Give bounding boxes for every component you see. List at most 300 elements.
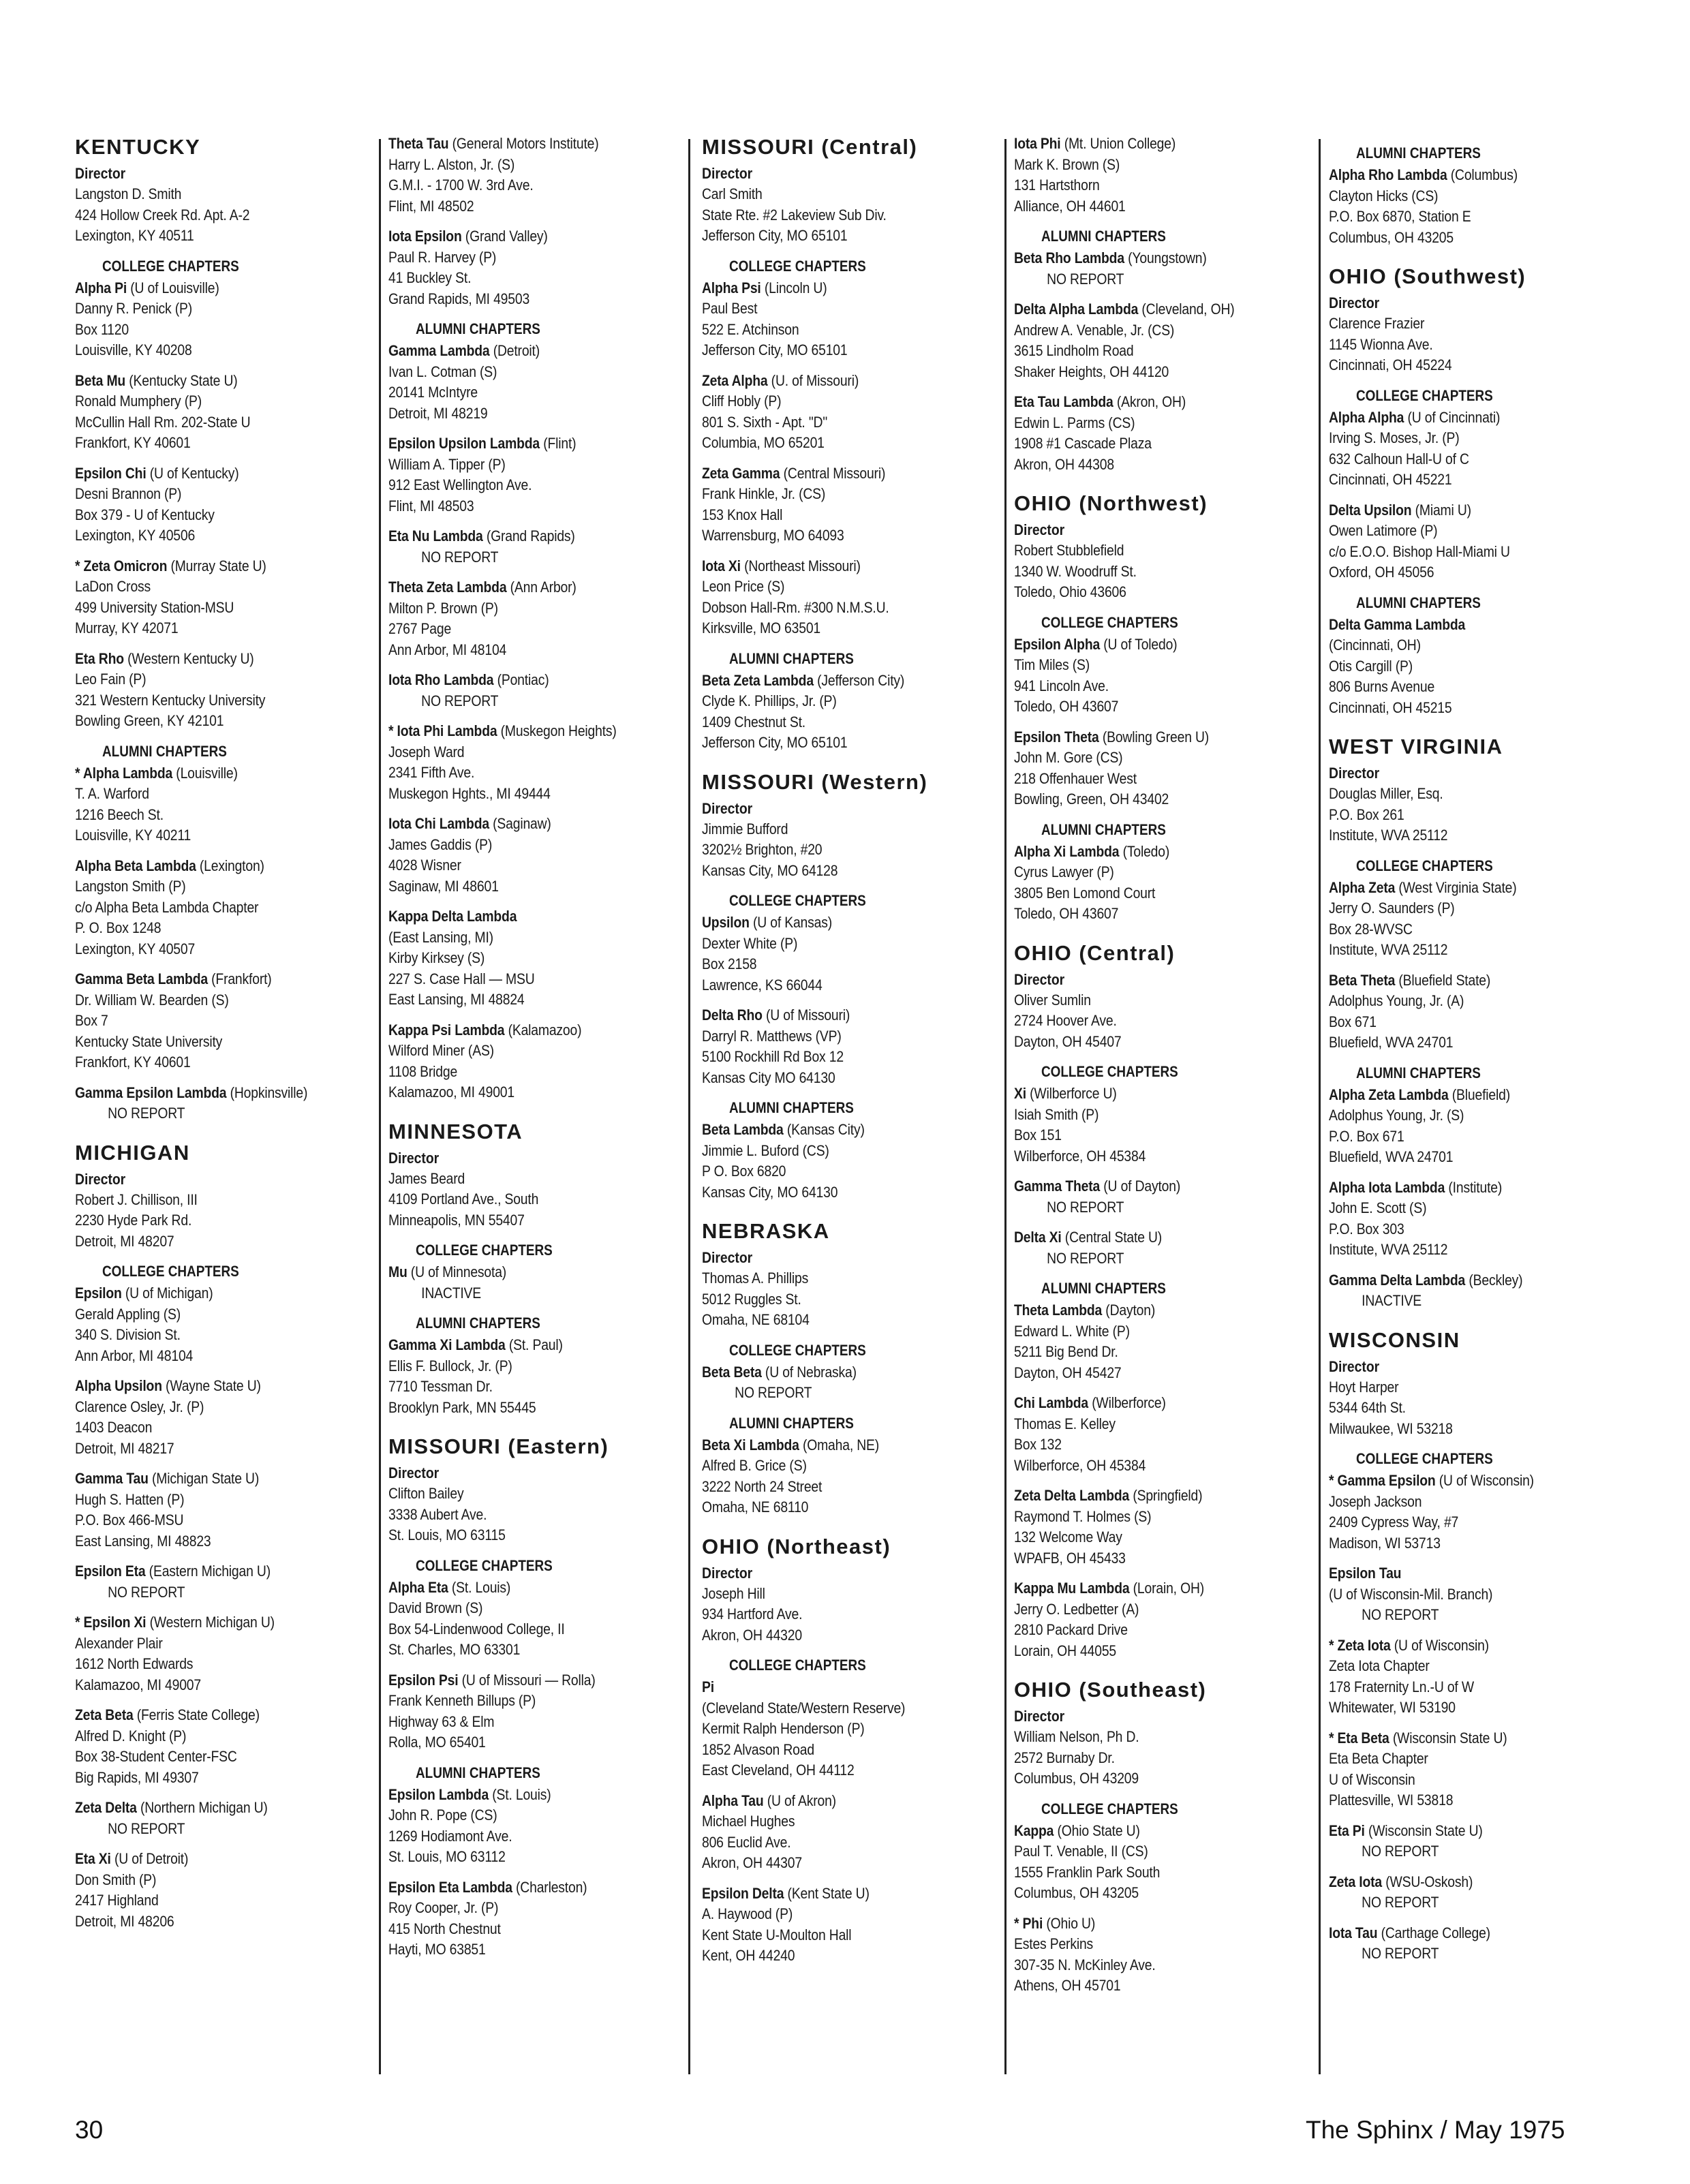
address-line: Clayton Hicks (CS) bbox=[1329, 187, 1439, 204]
address-line: 1403 Deacon bbox=[75, 1419, 153, 1436]
state-heading: MISSOURI (Eastern) bbox=[388, 1434, 609, 1458]
chapter-entry bbox=[75, 1283, 354, 1366]
director-line: 934 Hartford Ave. bbox=[702, 1605, 803, 1622]
chapter-school: (Wilberforce U) bbox=[1026, 1085, 1117, 1102]
chapter-name: * Gamma Epsilon bbox=[1329, 1472, 1436, 1489]
director-line: 2572 Burnaby Dr. bbox=[1014, 1749, 1115, 1766]
chapter-entry bbox=[75, 1849, 354, 1932]
chapter-entry bbox=[1014, 392, 1293, 475]
chapter-heading bbox=[75, 1612, 316, 1633]
chapter-name: Epsilon Lambda bbox=[388, 1785, 489, 1803]
chapter-heading bbox=[388, 1578, 629, 1599]
chapter-school: (U of Wisconsin) bbox=[1390, 1636, 1489, 1654]
chapter-group-heading: ALUMNI CHAPTERS bbox=[1041, 820, 1166, 838]
address-line: Otis Cargill (P) bbox=[1329, 657, 1413, 675]
chapter-group-heading: COLLEGE CHAPTERS bbox=[1356, 857, 1493, 874]
chapter-name: Alpha Upsilon bbox=[75, 1377, 162, 1394]
address-line: 2810 Packard Drive bbox=[1014, 1621, 1128, 1638]
state-heading: OHIO (Northeast) bbox=[702, 1534, 891, 1558]
address-line: Detroit, MI 48206 bbox=[75, 1912, 174, 1930]
chapter-name: Alpha Eta bbox=[388, 1578, 448, 1596]
address-line: 3615 Lindholm Road bbox=[1014, 342, 1134, 359]
chapter-name: Eta Rho bbox=[75, 649, 124, 667]
chapter-list bbox=[702, 1120, 981, 1203]
chapter-heading bbox=[388, 1262, 629, 1283]
chapter-school: (West Virginia State) bbox=[1395, 878, 1517, 896]
chapter-name: Alpha Pi bbox=[75, 279, 127, 296]
director-line: Robert J. Chillison, III bbox=[75, 1190, 198, 1208]
chapter-entry bbox=[388, 341, 668, 424]
address-line: Alfred B. Grice (S) bbox=[702, 1457, 807, 1474]
address-line: Bowling Green, KY 42101 bbox=[75, 712, 224, 729]
chapter-heading bbox=[388, 577, 629, 598]
chapter-entry bbox=[75, 856, 354, 960]
director-line: 1145 Wionna Ave. bbox=[1329, 335, 1433, 353]
state-heading: OHIO (Southeast) bbox=[1014, 1678, 1207, 1702]
chapter-entry bbox=[388, 670, 668, 711]
address-line: 340 S. Division St. bbox=[75, 1326, 181, 1343]
director-line: Detroit, MI 48207 bbox=[75, 1232, 174, 1250]
chapter-entry bbox=[388, 1578, 668, 1661]
chapter-heading bbox=[75, 1561, 316, 1582]
chapter-list bbox=[1329, 407, 1608, 583]
address-line: 227 S. Case Hall — MSU bbox=[388, 970, 535, 987]
address-line: Ann Arbor, MI 48104 bbox=[75, 1347, 194, 1364]
address-line: 3805 Ben Lomond Court bbox=[1014, 884, 1156, 902]
chapter-name: Gamma Tau bbox=[75, 1470, 149, 1487]
chapter-heading bbox=[388, 1785, 629, 1806]
chapter-heading bbox=[702, 671, 942, 692]
address-line: Toledo, OH 43607 bbox=[1014, 905, 1119, 922]
address-line: Thomas E. Kelley bbox=[1014, 1415, 1116, 1432]
address-line: 801 S. Sixth - Apt. "D" bbox=[702, 413, 828, 431]
director-line: 3202½ Brighton, #20 bbox=[702, 841, 823, 858]
chapter-heading bbox=[1014, 134, 1255, 155]
chapter-entry bbox=[1329, 1471, 1608, 1554]
director-label: Director bbox=[702, 799, 753, 817]
chapter-entry bbox=[1014, 1578, 1293, 1661]
chapter-school: (Beckley) bbox=[1465, 1271, 1523, 1289]
address-line: Saginaw, MI 48601 bbox=[388, 877, 499, 895]
address-line: Columbia, MO 65201 bbox=[702, 434, 825, 451]
chapter-name: Eta Tau Lambda bbox=[1014, 393, 1113, 410]
director-line: Carl Smith bbox=[702, 185, 763, 202]
chapter-heading bbox=[702, 463, 942, 485]
chapter-name: Zeta Iota bbox=[1329, 1873, 1383, 1890]
chapter-name: Iota Epsilon bbox=[388, 228, 462, 245]
state-heading: OHIO (Northwest) bbox=[1014, 491, 1208, 515]
address-line: Langston Smith (P) bbox=[75, 878, 186, 895]
chapter-group-heading: ALUMNI CHAPTERS bbox=[416, 1314, 540, 1332]
address-line: Dobson Hall-Rm. #300 N.M.S.U. bbox=[702, 598, 889, 616]
chapter-heading bbox=[702, 1883, 942, 1905]
chapter-name: Epsilon Delta bbox=[702, 1884, 784, 1902]
address-line: 218 Offenhauer West bbox=[1014, 769, 1137, 787]
chapter-heading bbox=[702, 1362, 942, 1383]
address-line: Plattesville, WI 53818 bbox=[1329, 1791, 1454, 1809]
chapter-group-heading: ALUMNI CHAPTERS bbox=[102, 742, 227, 760]
address-line: Cincinnati, OH 45215 bbox=[1329, 698, 1452, 716]
chapter-name: Delta Rho bbox=[702, 1006, 763, 1024]
director-label: Director bbox=[1014, 521, 1065, 538]
chapter-group-heading: ALUMNI CHAPTERS bbox=[729, 1414, 854, 1432]
address-line: McCullin Hall Rm. 202-State U bbox=[75, 413, 251, 431]
address-line: Danny R. Penick (P) bbox=[75, 300, 193, 317]
chapter-school: (Columbus) bbox=[1447, 166, 1518, 183]
chapter-entry bbox=[1329, 1178, 1608, 1261]
address-line: Desni Brannon (P) bbox=[75, 485, 182, 502]
chapter-entry bbox=[702, 1435, 981, 1518]
chapter-heading bbox=[75, 1283, 316, 1304]
chapter-name: Kappa Delta Lambda bbox=[388, 908, 517, 925]
chapter-name: Alpha Zeta Lambda bbox=[1329, 1086, 1449, 1103]
address-line: 1852 Alvason Road bbox=[702, 1740, 814, 1758]
chapter-entry bbox=[1329, 1728, 1608, 1811]
chapter-school: (Charleston) bbox=[512, 1878, 587, 1896]
chapter-entry bbox=[75, 649, 354, 732]
director-line: Jefferson City, MO 65101 bbox=[702, 227, 848, 244]
chapter-entry bbox=[75, 1798, 354, 1839]
chapter-status: INACTIVE bbox=[1362, 1292, 1422, 1309]
chapter-status: NO REPORT bbox=[1362, 1894, 1439, 1911]
chapter-school: (U of Cincinnati) bbox=[1404, 408, 1501, 426]
chapter-school: (Institute) bbox=[1445, 1178, 1503, 1196]
address-line: 132 Welcome Way bbox=[1014, 1528, 1122, 1545]
director-line: 2724 Hoover Ave. bbox=[1014, 1012, 1117, 1029]
address-line: Ellis F. Bullock, Jr. (P) bbox=[388, 1357, 512, 1374]
director-line: Dayton, OH 45407 bbox=[1014, 1032, 1122, 1050]
chapter-heading bbox=[1014, 842, 1255, 863]
director-line: Minneapolis, MN 55407 bbox=[388, 1211, 525, 1229]
chapter-heading bbox=[75, 1798, 316, 1819]
address-line: Frank Kenneth Billups (P) bbox=[388, 1692, 536, 1709]
chapter-entry bbox=[702, 671, 981, 754]
chapter-name: Zeta Alpha bbox=[702, 371, 768, 389]
address-line: Cliff Hobly (P) bbox=[702, 393, 782, 410]
address-line: Owen Latimore (P) bbox=[1329, 522, 1438, 539]
address-line: 321 Western Kentucky University bbox=[75, 691, 266, 709]
chapter-name: Zeta Delta bbox=[75, 1799, 137, 1816]
chapter-status: NO REPORT bbox=[1047, 270, 1124, 288]
address-line: East Cleveland, OH 44112 bbox=[702, 1762, 855, 1779]
address-line: Box 28-WVSC bbox=[1329, 920, 1413, 938]
address-line: 1409 Chestnut St. bbox=[702, 713, 805, 730]
chapter-heading bbox=[388, 1335, 629, 1356]
state-heading: WISCONSIN bbox=[1329, 1327, 1460, 1352]
chapter-heading bbox=[1014, 248, 1255, 269]
chapter-school: (Ferris State College) bbox=[133, 1706, 260, 1723]
chapter-group-heading: ALUMNI CHAPTERS bbox=[729, 649, 854, 667]
chapter-school: (U of Michigan) bbox=[121, 1285, 213, 1302]
chapter-school: (Cleveland, OH) bbox=[1138, 301, 1235, 318]
address-line: St. Louis, MO 63112 bbox=[388, 1848, 506, 1865]
chapter-group-heading: ALUMNI CHAPTERS bbox=[1041, 1280, 1166, 1297]
director-label: Director bbox=[75, 1170, 126, 1188]
address-line: Omaha, NE 68110 bbox=[702, 1498, 809, 1516]
address-line: Box 132 bbox=[1014, 1436, 1062, 1453]
chapter-list bbox=[388, 1578, 668, 1753]
chapter-list bbox=[702, 1677, 981, 1967]
address-line: c/o E.O.O. Bishop Hall-Miami U bbox=[1329, 542, 1510, 560]
chapter-school: (U. of Missouri) bbox=[767, 371, 859, 389]
chapter-school: (Mt. Union College) bbox=[1060, 135, 1176, 152]
address-line: John M. Gore (CS) bbox=[1014, 749, 1123, 766]
address-line: Institute, WVA 25112 bbox=[1329, 1241, 1448, 1258]
chapter-school: (St. Paul) bbox=[505, 1336, 563, 1353]
chapter-entry bbox=[1014, 634, 1293, 718]
chapter-entry bbox=[1329, 1085, 1608, 1168]
address-line: Kent State U-Moulton Hall bbox=[702, 1926, 852, 1943]
chapter-heading bbox=[702, 912, 942, 934]
chapter-heading bbox=[1014, 1486, 1255, 1507]
chapter-name: Alpha Rho Lambda bbox=[1329, 166, 1447, 183]
chapter-school: (U of Louisville) bbox=[127, 279, 219, 296]
address-line: Don Smith (P) bbox=[75, 1871, 157, 1888]
director-line: Oliver Sumlin bbox=[1014, 991, 1091, 1009]
director-line: 5012 Ruggles St. bbox=[702, 1290, 801, 1308]
chapter-entry bbox=[75, 371, 354, 454]
chapter-name: Epsilon Eta Lambda bbox=[388, 1878, 512, 1896]
address-line: 4028 Wisner bbox=[388, 857, 461, 874]
chapter-heading bbox=[1014, 1176, 1255, 1197]
address-line: Dr. William W. Bearden (S) bbox=[75, 991, 229, 1009]
chapter-entry bbox=[75, 1083, 354, 1124]
address-line: Clyde K. Phillips, Jr. (P) bbox=[702, 692, 837, 709]
chapter-entry bbox=[1329, 1821, 1608, 1862]
address-line: John E. Scott (S) bbox=[1329, 1199, 1427, 1216]
address-line: Murray, KY 42071 bbox=[75, 619, 179, 636]
address-line: 307-35 N. McKinley Ave. bbox=[1014, 1956, 1156, 1973]
chapter-list bbox=[1014, 134, 1293, 217]
chapter-list bbox=[1329, 1471, 1608, 1965]
chapter-school: (U of Kansas) bbox=[749, 914, 833, 931]
chapter-entry bbox=[1014, 134, 1293, 217]
chapter-entry bbox=[388, 134, 668, 217]
chapter-heading bbox=[75, 1468, 316, 1490]
chapter-school: (Dayton) bbox=[1102, 1302, 1156, 1319]
chapter-list bbox=[1329, 1085, 1608, 1312]
director-label: Director bbox=[388, 1149, 440, 1167]
chapter-list bbox=[702, 912, 981, 1088]
chapter-entry bbox=[1014, 299, 1293, 382]
chapter-name: Gamma Epsilon Lambda bbox=[75, 1083, 227, 1101]
director-label: Director bbox=[702, 1564, 753, 1582]
chapter-entry bbox=[388, 226, 668, 309]
chapter-group-heading: COLLEGE CHAPTERS bbox=[1041, 1800, 1178, 1817]
address-line: Edward L. White (P) bbox=[1014, 1322, 1130, 1340]
director-line: Akron, OH 44320 bbox=[702, 1626, 802, 1644]
chapter-status: NO REPORT bbox=[421, 548, 499, 566]
address-line: Box 379 - U of Kentucky bbox=[75, 506, 215, 523]
chapter-heading bbox=[1014, 1578, 1255, 1599]
chapter-name: Kappa Psi Lambda bbox=[388, 1021, 505, 1039]
column-divider bbox=[379, 139, 381, 2074]
chapter-school: (WSU-Oskosh) bbox=[1382, 1873, 1473, 1890]
chapter-heading bbox=[1014, 727, 1255, 748]
chapter-entry bbox=[75, 556, 354, 639]
address-line: Frankfort, KY 40601 bbox=[75, 434, 191, 451]
director-line: Langston D. Smith bbox=[75, 185, 182, 202]
chapter-name: Epsilon Tau bbox=[1329, 1565, 1402, 1582]
chapter-entry bbox=[388, 577, 668, 660]
chapter-school: (Grand Valley) bbox=[461, 228, 548, 245]
chapter-name: Epsilon Eta bbox=[75, 1563, 146, 1580]
column-divider bbox=[1319, 139, 1321, 2074]
chapter-heading bbox=[388, 721, 629, 742]
address-line: 1216 Beech St. bbox=[75, 805, 164, 823]
chapter-entry bbox=[1329, 500, 1608, 583]
address-line: Dayton, OH 45427 bbox=[1014, 1364, 1122, 1381]
address-line: Jimmie L. Buford (CS) bbox=[702, 1141, 829, 1159]
chapter-school: (Bluefield State) bbox=[1395, 971, 1491, 989]
chapter-school: (Ann Arbor) bbox=[506, 579, 577, 596]
director-label: Director bbox=[702, 1249, 753, 1266]
chapter-heading bbox=[1329, 407, 1569, 429]
director-label: Director bbox=[1329, 1357, 1380, 1375]
address-line: Isiah Smith (P) bbox=[1014, 1105, 1099, 1123]
chapter-school: (Kentucky State U) bbox=[125, 371, 238, 389]
address-line: Leon Price (S) bbox=[702, 578, 785, 595]
chapter-heading bbox=[1014, 1821, 1255, 1842]
director-line: Lexington, KY 40511 bbox=[75, 227, 194, 244]
address-line: Jefferson City, MO 65101 bbox=[702, 341, 848, 358]
address-line: Box 54-Lindenwood College, II bbox=[388, 1620, 565, 1637]
chapter-school: (Lexington) bbox=[196, 857, 264, 874]
address-line: 912 East Wellington Ave. bbox=[388, 476, 532, 493]
address-line: Kermit Ralph Henderson (P) bbox=[702, 1720, 865, 1737]
chapter-school: (Lincoln U) bbox=[760, 279, 827, 296]
address-line: P. O. Box 1248 bbox=[75, 919, 162, 936]
chapter-list bbox=[1329, 878, 1608, 1053]
address-line: Andrew A. Venable, Jr. (CS) bbox=[1014, 321, 1175, 339]
address-line: G.M.I. - 1700 W. 3rd Ave. bbox=[388, 176, 534, 194]
address-line: Akron, OH 44308 bbox=[1014, 455, 1114, 473]
address-line: Roy Cooper, Jr. (P) bbox=[388, 1899, 499, 1916]
chapter-entry bbox=[702, 463, 981, 547]
chapter-entry bbox=[75, 278, 354, 361]
chapter-list bbox=[388, 341, 668, 1103]
chapter-name: Gamma Beta Lambda bbox=[75, 970, 208, 987]
director-line: 424 Hollow Creek Rd. Apt. A-2 bbox=[75, 206, 250, 224]
chapter-name: Eta Xi bbox=[75, 1850, 111, 1867]
chapter-group-heading: COLLEGE CHAPTERS bbox=[102, 257, 239, 275]
address-line: Jerry O. Saunders (P) bbox=[1329, 899, 1455, 917]
chapter-heading bbox=[1329, 1563, 1569, 1584]
chapter-entry bbox=[1329, 878, 1608, 961]
column-divider bbox=[688, 139, 690, 2074]
chapter-heading bbox=[702, 1005, 942, 1026]
chapter-group-heading: COLLEGE CHAPTERS bbox=[416, 1242, 553, 1259]
chapter-name: Alpha Alpha bbox=[1329, 408, 1404, 426]
chapter-school: (Muskegon Heights) bbox=[497, 722, 617, 739]
chapter-school: (Bluefield) bbox=[1448, 1086, 1510, 1103]
chapter-entry bbox=[1014, 1227, 1293, 1269]
chapter-status: NO REPORT bbox=[1362, 1843, 1439, 1860]
chapter-entry bbox=[702, 1883, 981, 1967]
address-line: 7710 Tessman Dr. bbox=[388, 1378, 493, 1395]
chapter-school: (U of Wisconsin) bbox=[1435, 1472, 1534, 1489]
chapter-status: NO REPORT bbox=[1047, 1198, 1124, 1216]
chapter-name: * Eta Beta bbox=[1329, 1729, 1389, 1747]
address-line: Akron, OH 44307 bbox=[702, 1854, 802, 1871]
address-line: 1555 Franklin Park South bbox=[1014, 1863, 1161, 1881]
chapter-heading bbox=[1329, 1728, 1569, 1749]
address-line: P O. Box 6820 bbox=[702, 1163, 786, 1180]
chapter-entry bbox=[388, 526, 668, 568]
chapter-heading bbox=[75, 763, 316, 784]
chapter-school: (Carthage College) bbox=[1377, 1924, 1490, 1941]
chapter-group-heading: ALUMNI CHAPTERS bbox=[416, 1764, 540, 1781]
chapter-entry bbox=[75, 1376, 354, 1459]
chapter-name: Epsilon Theta bbox=[1014, 728, 1099, 745]
chapter-school: (Flint) bbox=[539, 435, 577, 452]
address-line: WPAFB, OH 45433 bbox=[1014, 1549, 1126, 1567]
address-line: Kalamazoo, MI 49007 bbox=[75, 1676, 201, 1693]
address-line: Box 38-Student Center-FSC bbox=[75, 1748, 237, 1765]
address-line: Lawrence, KS 66044 bbox=[702, 976, 823, 994]
chapter-group-heading: COLLEGE CHAPTERS bbox=[729, 1341, 866, 1359]
director-line: Toledo, Ohio 43606 bbox=[1014, 583, 1126, 600]
address-line: 941 Lincoln Ave. bbox=[1014, 677, 1109, 694]
chapter-status: NO REPORT bbox=[1047, 1249, 1124, 1267]
address-line: P.O. Box 303 bbox=[1329, 1220, 1404, 1237]
chapter-heading bbox=[1329, 1178, 1569, 1199]
director-line: Kansas City, MO 64128 bbox=[702, 861, 838, 879]
address-line: Irving S. Moses, Jr. (P) bbox=[1329, 429, 1460, 446]
chapter-name: Chi Lambda bbox=[1014, 1394, 1089, 1411]
chapter-group-heading: COLLEGE CHAPTERS bbox=[416, 1556, 553, 1574]
chapter-entry bbox=[75, 1612, 354, 1695]
director-label: Director bbox=[1014, 970, 1065, 988]
address-line: Milton P. Brown (P) bbox=[388, 599, 498, 617]
chapter-status: NO REPORT bbox=[108, 1583, 185, 1601]
chapter-heading bbox=[388, 433, 629, 455]
chapter-heading bbox=[1329, 165, 1569, 186]
chapter-entry bbox=[388, 1670, 668, 1753]
chapter-heading bbox=[1014, 1913, 1255, 1935]
chapter-school: (U of Missouri) bbox=[762, 1006, 850, 1024]
chapter-heading bbox=[1329, 1085, 1569, 1106]
chapter-entry bbox=[388, 1785, 668, 1868]
chapter-heading bbox=[1329, 615, 1569, 636]
state-heading: MINNESOTA bbox=[388, 1119, 523, 1143]
chapter-school: (Saginaw) bbox=[489, 815, 551, 832]
address-line: Adolphus Young, Jr. (S) bbox=[1329, 1107, 1464, 1124]
chapter-school: (Central State U) bbox=[1061, 1229, 1163, 1246]
chapter-entry bbox=[388, 1020, 668, 1103]
chapter-name: Theta Tau bbox=[388, 135, 449, 152]
chapter-entry bbox=[1014, 248, 1293, 290]
chapter-list bbox=[702, 1362, 981, 1404]
chapter-entry bbox=[1014, 1486, 1293, 1569]
director-line: James Beard bbox=[388, 1169, 465, 1187]
address-line: Frank Hinkle, Jr. (CS) bbox=[702, 485, 826, 502]
chapter-entry bbox=[702, 1362, 981, 1404]
chapter-list bbox=[75, 1283, 354, 1932]
chapter-name: Eta Nu Lambda bbox=[388, 527, 483, 544]
chapter-school: (Northeast Missouri) bbox=[740, 557, 861, 574]
chapter-entry bbox=[1329, 1270, 1608, 1312]
chapter-heading bbox=[1329, 1471, 1569, 1492]
chapter-school: (Western Michigan U) bbox=[146, 1614, 275, 1631]
address-line: Grand Rapids, MI 49503 bbox=[388, 290, 530, 307]
chapter-school: (Louisville) bbox=[172, 764, 238, 782]
chapter-school: (Western Kentucky U) bbox=[123, 649, 254, 667]
chapter-school: (Ohio State U) bbox=[1054, 1821, 1140, 1839]
chapter-heading bbox=[388, 134, 629, 155]
address-line: (East Lansing, MI) bbox=[388, 928, 493, 946]
address-line: Oxford, OH 45056 bbox=[1329, 564, 1434, 581]
